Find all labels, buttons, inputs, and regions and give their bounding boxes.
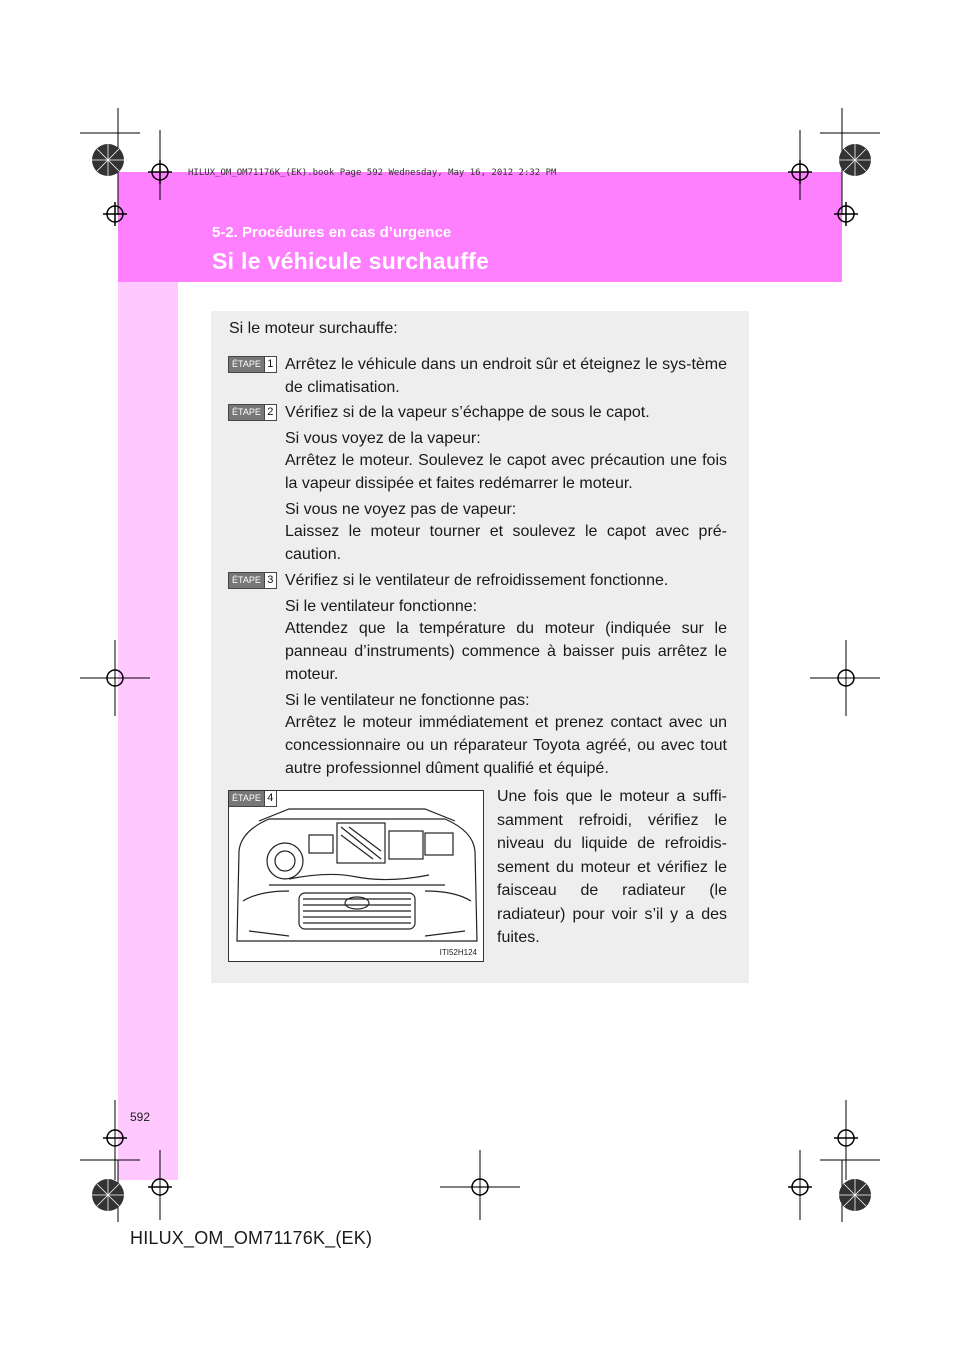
step-word: ÉTAPE [229,357,264,372]
intro-text: Si le moteur surchauffe: [229,320,398,337]
step-3-text: Vérifiez si le ventilateur de refroidissement fonctionne. [285,572,669,589]
step-3-case-2-action: Arrêtez le moteur immédiatement et prenez contact avec un concessionnaire ou un réparateur Toyota agréé, ou avec tout autre professionnel dûment qualifié et équipé. [285,714,727,777]
engine-bay-figure [228,790,484,962]
step-badge-1 [228,356,277,373]
print-stamp: HILUX_OM_OM71176K_(EK).book Page 592 Wednesday, May 16, 2012 2:32 PM [188,168,557,178]
step-number: 2 [264,405,276,420]
step-2-case-1-action: Arrêtez le moteur. Soulevez le capot avec précaution une fois la vapeur dissipée et faites redémarrer le moteur. [285,452,727,492]
step-number: 1 [264,357,276,372]
step-number: 4 [264,791,276,806]
step-3-case-1-condition: Si le ventilateur fonctionne: [285,598,478,615]
step-word: ÉTAPE [229,405,264,420]
page-title: Si le véhicule surchauffe [212,248,490,274]
step-2-case-2-action: Laissez le moteur tourner et soulevez le capot avec pré-caution. [285,523,727,563]
document-code: HILUX_OM_OM71176K_(EK) [130,1228,373,1248]
page-number: 592 [130,1110,151,1124]
step-number: 3 [264,573,276,588]
figure-code: ITI52H124 [439,948,477,957]
step-word: ÉTAPE [229,573,264,588]
step-2-case-2-condition: Si vous ne voyez pas de vapeur: [285,501,517,518]
step-3-case-2-condition: Si le ventilateur ne fonctionne pas: [285,692,530,709]
step-2-text: Vérifiez si de la vapeur s’échappe de sous le capot. [285,404,650,421]
section-label: 5-2. Procédures en cas d’urgence [212,224,452,241]
step-badge-3 [228,572,277,589]
step-4-text: Une fois que le moteur a suffi-samment refroidi, vérifiez le niveau du liquide de refroidis-sement du moteur et vérifiez le faisceau de radiateur (le radiateur) pour voir s’il y a des fuites. [497,788,727,946]
engine-bay-illustration-icon [229,791,484,962]
step-1-text: Arrêtez le véhicule dans un endroit sûr et éteignez le sys-tème de climatisation. [285,356,728,396]
side-band [118,282,178,1180]
step-badge-2 [228,404,277,421]
step-3-case-1-action: Attendez que la température du moteur (indiquée sur le panneau d’instruments) commence à baisser puis arrêtez le moteur. [285,620,727,683]
step-word: ÉTAPE [229,791,264,806]
step-2-case-1-condition: Si vous voyez de la vapeur: [285,430,481,447]
